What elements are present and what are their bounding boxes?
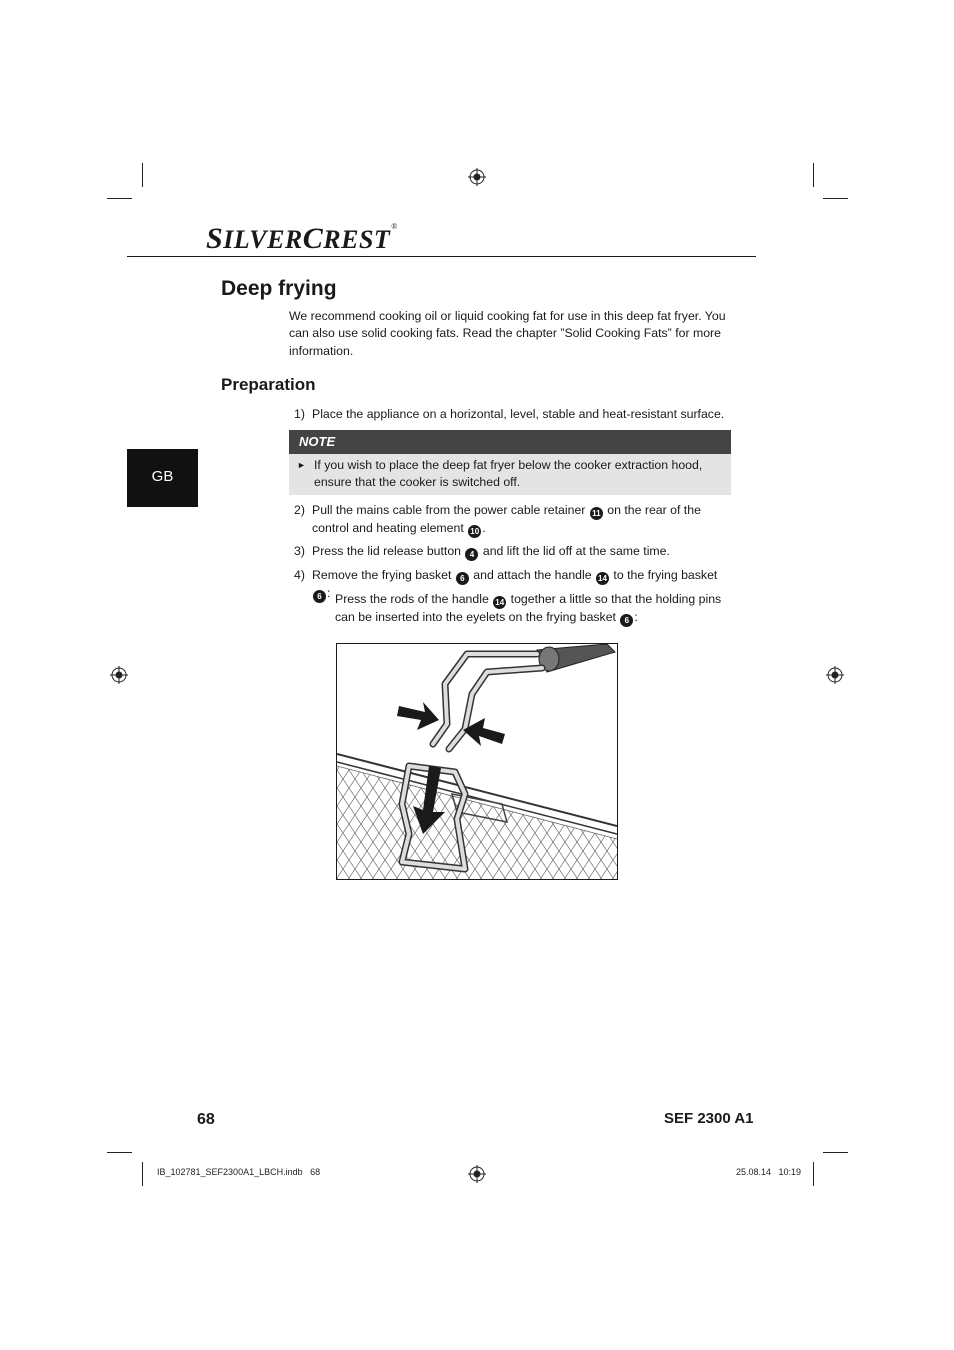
header-rule: [127, 256, 756, 257]
ref-number-badge: 6: [456, 572, 469, 585]
note-header: [289, 430, 731, 454]
brand-logo: SILVERCREST®: [206, 222, 398, 255]
crop-mark: [107, 1152, 132, 1153]
step-4-detail: Press the rods of the handle 14 together a little so that the holding pins can be inserted into the eyelets on the frying basket 6 :: [335, 592, 722, 625]
language-tab: GB: [127, 449, 198, 507]
model-number: SEF 2300 A1: [664, 1110, 754, 1127]
registration-mark-icon: [468, 1165, 486, 1183]
intro-paragraph: We recommend cooking oil or liquid cooking fat for use in this deep fat fryer. You can also use solid cooking fats. Read the chapter ”Solid Cooking Fats” for more information.: [289, 309, 726, 358]
note-body: [289, 454, 731, 495]
subsection-title: Preparation: [221, 375, 316, 394]
registration-mark-icon: [468, 168, 486, 186]
print-slug-date: 25.08.14 10:19: [736, 1167, 802, 1177]
crop-mark: [813, 1162, 814, 1186]
note-text: If you wish to place the deep fat fryer below the cooker extraction hood, ensure that the cooker is switched off.: [314, 458, 703, 490]
crop-mark: [813, 163, 814, 187]
note-bullet-icon: ►: [297, 460, 306, 470]
ref-number-badge: 14: [596, 572, 609, 585]
crop-mark: [107, 198, 132, 199]
print-slug-file: IB_102781_SEF2300A1_LBCH.indb 68: [157, 1167, 321, 1177]
crop-mark: [823, 1152, 848, 1153]
handle-attachment-illustration: [336, 643, 618, 880]
crop-mark: [142, 1162, 143, 1186]
crop-mark: [142, 163, 143, 187]
page-number: 68: [197, 1111, 215, 1128]
ref-number-badge: 6: [313, 590, 326, 603]
step-3: 3) Press the lid release button 4 and lift the lid off at the same time.: [294, 544, 670, 559]
ref-number-badge: 11: [590, 507, 603, 520]
ref-number-badge: 6: [620, 614, 633, 627]
registration-mark-icon: [110, 666, 128, 684]
step-4: 4) Remove the frying basket 6 and attach the handle 14 to the frying basket 6 :: [294, 568, 718, 601]
step-1: 1) Place the appliance on a horizontal, level, stable and heat-resistant surface.: [294, 407, 725, 421]
ref-number-badge: 10: [468, 525, 481, 538]
crop-mark: [823, 198, 848, 199]
ref-number-badge: 4: [465, 548, 478, 561]
ref-number-badge: 14: [493, 596, 506, 609]
press-arrow-icon: [397, 702, 439, 730]
registration-mark-icon: [826, 666, 844, 684]
section-title: Deep frying: [221, 277, 337, 300]
basket-handle-drawing: [337, 644, 617, 879]
note-heading: NOTE: [299, 434, 336, 449]
step-2: 2) Pull the mains cable from the power cable retainer 11 on the rear of the control and heating element 10 .: [294, 503, 701, 536]
